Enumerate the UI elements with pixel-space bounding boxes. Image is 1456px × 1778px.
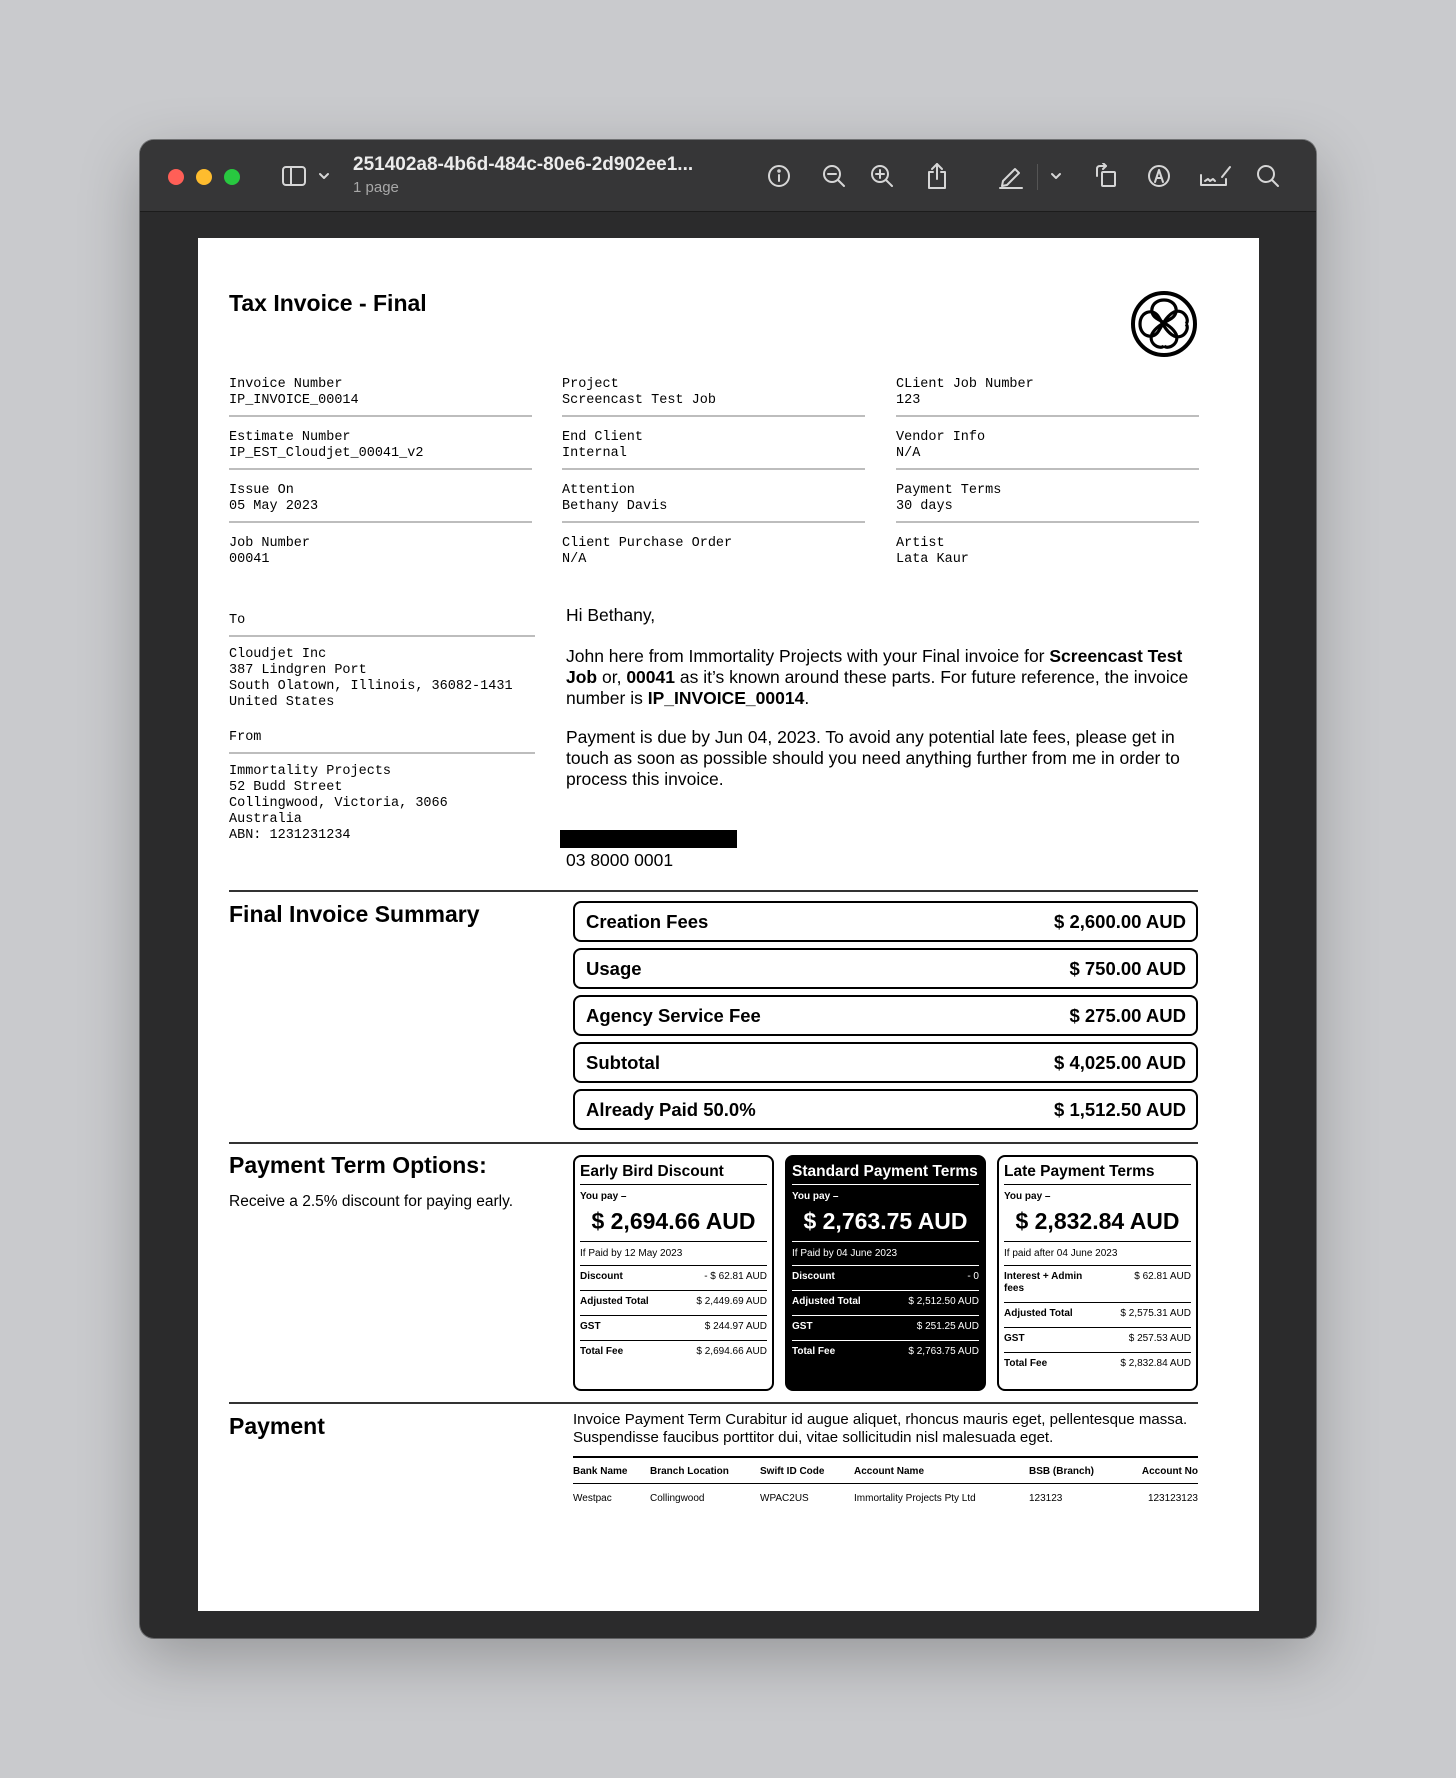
toolbar-separator [1037,164,1038,190]
table-header-row: Bank Name Branch Location Swift ID Code Account Name BSB (Branch) Account No [573,1457,1198,1484]
sidebar-icon[interactable] [280,162,308,190]
field-estimate-number: Estimate Number IP_EST_Cloudjet_00041_v2 [229,430,424,461]
divider [562,468,865,470]
divider [229,521,532,523]
divider [229,635,535,637]
redacted-block [560,830,737,848]
to-address: Cloudjet Inc 387 Lindgren Port South Olatown, Illinois, 36082-1431 United States [229,647,513,710]
section-divider [229,890,1198,892]
summary-row: Usage $ 750.00 AUD [573,948,1198,989]
divider [896,415,1199,417]
summary-title: Final Invoice Summary [229,901,480,927]
chevron-down-icon[interactable] [1049,162,1063,190]
field-issue-on: Issue On 05 May 2023 [229,483,319,514]
field-client-purchase-order: Client Purchase Order N/A [562,536,733,567]
field-artist: Artist Lata Kaur [896,536,969,567]
option-amount: $ 2,763.75 AUD [792,1202,979,1242]
zoom-out-icon[interactable] [820,162,848,190]
fullscreen-window-button[interactable] [224,169,240,185]
field-payment-terms: Payment Terms 30 days [896,483,1002,514]
field-vendor-info: Vendor Info N/A [896,430,986,461]
search-icon[interactable] [1254,162,1282,190]
phone-number: 03 8000 0001 [566,850,674,870]
markup-pen-icon[interactable] [996,162,1026,190]
option-amount: $ 2,832.84 AUD [1004,1202,1191,1242]
company-logo-icon [1130,290,1198,358]
field-project: Project Screencast Test Job [562,377,716,408]
letter-paragraph-2: Payment is due by Jun 04, 2023. To avoid any potential late fees, please get in touch as soon as possible should you need anything further from me in order to process this invoice. [566,727,1180,789]
window-title: 251402a8-4b6d-484c-80e6-2d902ee1... [353,154,694,175]
from-label: From [229,730,262,745]
preview-window [140,140,1316,1638]
annotate-icon[interactable] [1145,162,1173,190]
bank-details-table [573,1456,1198,1504]
summary-row: Already Paid 50.0% $ 1,512.50 AUD [573,1089,1198,1130]
payment-option-card-standard: Standard Payment Terms You pay – $ 2,763.75 AUD If Paid by 04 June 2023 Discount - 0 Adjusted Total $ 2,512.50 AUD GST $ 251.25 AUD Total Fee $ 2,763.75 AUD [785,1155,986,1391]
share-icon[interactable] [923,162,951,190]
letter-paragraph-1: John here from Immortality Projects with your Final invoice for Screencast Test Job or, 00041 as it’s known around these parts. For future reference, the invoice number is IP_INVOICE_00014. [566,646,1189,708]
payment-option-card: Early Bird Discount You pay – $ 2,694.66 AUD If Paid by 12 May 2023 Discount - $ 62.81 AUD Adjusted Total $ 2,449.69 AUD GST $ 244.97 AUD Total Fee $ 2,694.66 AUD [573,1155,774,1391]
section-divider [229,1402,1198,1404]
from-address: Immortality Projects 52 Budd Street Collingwood, Victoria, 3066 Australia ABN: 1231231234 [229,764,448,843]
summary-row: Subtotal $ 4,025.00 AUD [573,1042,1198,1083]
divider [896,468,1199,470]
divider [896,521,1199,523]
payment-title: Payment [229,1413,325,1439]
summary-row: Creation Fees $ 2,600.00 AUD [573,901,1198,942]
field-end-client: End Client Internal [562,430,644,461]
option-amount: $ 2,694.66 AUD [580,1202,767,1242]
terms-title: Payment Term Options: [229,1152,487,1178]
payment-option-card: Late Payment Terms You pay – $ 2,832.84 AUD If paid after 04 June 2023 Interest + Admin fees $ 62.81 AUD Adjusted Total $ 2,575.31 AUD GST $ 257.53 AUD Total Fee $ 2,832.84 AUD [997,1155,1198,1391]
table-row: Westpac Collingwood WPAC2US Immortality Projects Pty Ltd 123123 123123123 [573,1493,1198,1504]
letter-greeting: Hi Bethany, [566,605,656,625]
section-divider [229,1142,1198,1144]
divider [229,415,532,417]
field-invoice-number: Invoice Number IP_INVOICE_00014 [229,377,359,408]
payment-text: Invoice Payment Term Curabitur id augue aliquet, rhoncus mauris eget, pellentesque massa. Suspendisse faucibus porttitor dui, vitae sollicitudin nisl malesuada eget. [573,1411,1188,1446]
window-subtitle: 1 page [353,179,399,196]
chevron-down-icon[interactable] [317,162,331,190]
terms-note: Receive a 2.5% discount for paying early. [229,1193,514,1210]
signature-icon[interactable] [1197,162,1233,190]
info-icon[interactable] [765,162,793,190]
invoice-title: Tax Invoice - Final [229,290,427,316]
divider [229,468,532,470]
minimize-window-button[interactable] [196,169,212,185]
rotate-icon[interactable] [1092,162,1120,190]
close-window-button[interactable] [168,169,184,185]
to-label: To [229,613,246,628]
field-client-job-number: CLient Job Number 123 [896,377,1034,408]
divider [562,415,865,417]
field-job-number: Job Number 00041 [229,536,311,567]
zoom-in-icon[interactable] [868,162,896,190]
field-attention: Attention Bethany Davis [562,483,668,514]
divider [562,521,865,523]
summary-row: Agency Service Fee $ 275.00 AUD [573,995,1198,1036]
divider [229,752,535,754]
titlebar [140,140,1316,212]
document-page [198,238,1259,1611]
